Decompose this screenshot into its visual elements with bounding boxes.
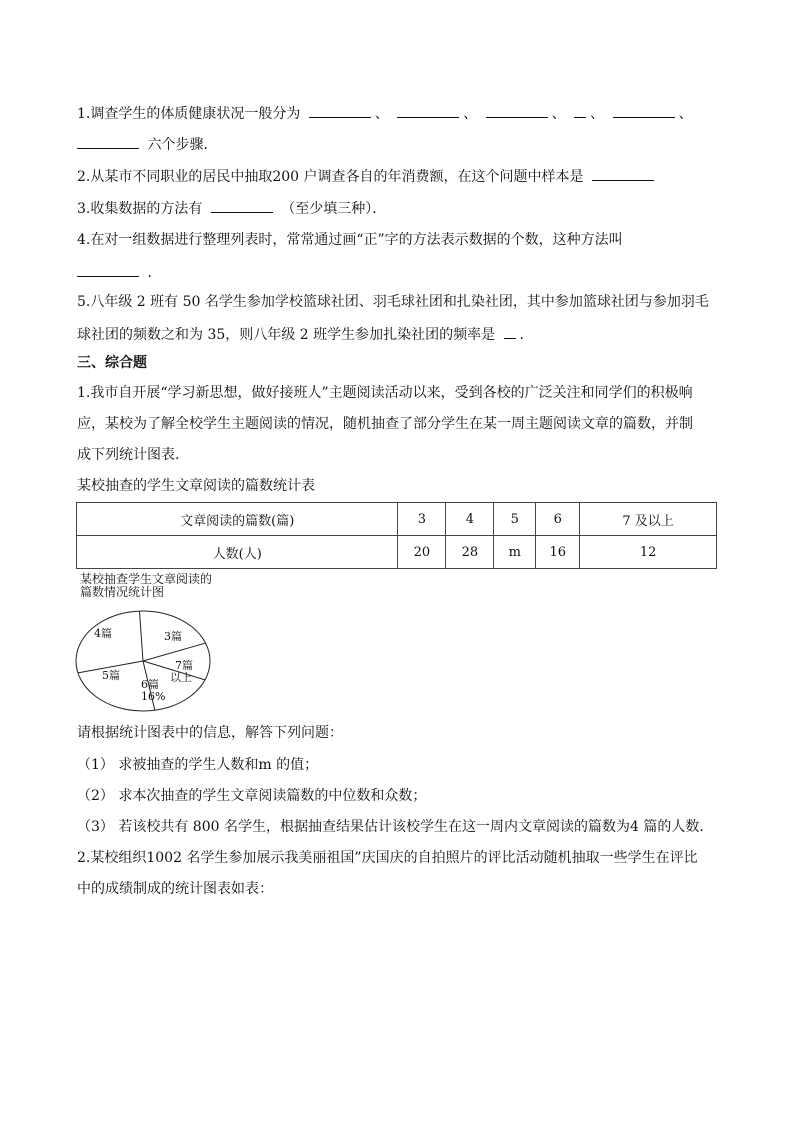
answer-blank xyxy=(309,103,371,118)
separator: 、 xyxy=(374,106,389,122)
pie-label-6-line-1: 6篇 xyxy=(141,678,159,691)
pie-label-5: 5篇 xyxy=(102,669,120,682)
table-header-row xyxy=(77,503,717,536)
reading-count-table xyxy=(76,502,717,569)
sub-question-3: （3） 若该校共有 800 名学生，根据抽查结果估计该校学生在这一周内文章阅读的篇数为4 篇的人数. xyxy=(77,819,704,835)
table-cell: 28 xyxy=(446,536,494,569)
problem-2-line-1: 2.某校组织1002 名学生参加展示我美丽祖国”庆国庆的自拍照片的评比活动随机抽取一些学生在评比 xyxy=(77,850,698,866)
fill-question-2 xyxy=(77,166,658,187)
fill-question-1-line-1 xyxy=(77,103,693,124)
pie-label-3: 3篇 xyxy=(164,630,182,643)
pie-label-4: 4篇 xyxy=(94,627,112,640)
table-cell: 12 xyxy=(580,536,717,569)
ask-line: 请根据统计图表中的信息，解答下列问题： xyxy=(77,725,343,741)
q4-end: ． xyxy=(147,265,162,281)
table-cell: 3 xyxy=(398,503,446,536)
problem-2-line-2: 中的成绩制成的统计图表如表： xyxy=(77,881,273,897)
answer-blank xyxy=(211,198,273,213)
problem-1-line-2: 应，某校为了解全校学生主题阅读的情况，随机抽查了部分学生在某一周主题阅读文章的篇数，并制 xyxy=(77,416,693,432)
pie-title-line-1: 某校抽查学生文章阅读的 xyxy=(80,572,213,586)
answer-blank xyxy=(574,103,586,118)
q2-text: 2.从某市不同职业的居民中抽取200 户调查各自的年消费额，在这个问题中样本是 xyxy=(77,169,584,185)
pie-label-7-line-1: 7篇 xyxy=(175,659,193,672)
table-cell: 16 xyxy=(536,536,580,569)
q5-text: 5.八年级 2 班有 50 名学生参加学校篮球社团、羽毛球社团和扎染社团，其中参加篮球社团与参加羽毛 xyxy=(77,294,709,310)
q1-text: 1.调查学生的体质健康状况一般分为 xyxy=(77,106,301,122)
section-heading: 三、综合题 xyxy=(77,355,147,371)
separator: 、 xyxy=(551,106,566,122)
pie-title-line-2: 篇数情况统计图 xyxy=(80,585,165,599)
answer-blank xyxy=(486,103,548,118)
fill-question-5-line-2 xyxy=(77,324,534,345)
fill-question-5-line-1 xyxy=(77,292,709,312)
separator: 、 xyxy=(678,106,693,122)
table-row xyxy=(77,536,717,569)
fill-question-3 xyxy=(77,198,386,219)
pie-label-6-line-2: 16% xyxy=(141,690,166,703)
table-cell: 5 xyxy=(494,503,536,536)
sub-question-2: （2） 求本次抽查的学生文章阅读篇数的中位数和众数； xyxy=(77,788,427,804)
table-cell: 4 xyxy=(446,503,494,536)
problem-1-line-3: 成下列统计图表. xyxy=(77,447,180,463)
table-cell: m xyxy=(494,536,536,569)
answer-blank xyxy=(397,103,459,118)
q5-text-2: 球社团的频数之和为 35，则八年级 2 班学生参加扎染社团的频率是 xyxy=(77,327,496,343)
q3-text-end: （至少填三种）． xyxy=(281,201,387,217)
answer-blank xyxy=(592,166,654,181)
fill-question-4-line-1 xyxy=(77,230,623,250)
table-cell: 文章阅读的篇数(篇) xyxy=(77,503,398,536)
problem-1-line-1: 1.我市自开展“学习新思想，做好接班人”主题阅读活动以来，受到各校的广泛关注和同学们的积极响 xyxy=(77,385,693,401)
table-cell: 6 xyxy=(536,503,580,536)
reading-pie-chart xyxy=(74,600,214,720)
q1-text-end: 六个步骤． xyxy=(147,137,218,153)
q3-text: 3.收集数据的方法有 xyxy=(77,201,203,217)
sub-question-1: （1） 求被抽查的学生人数和m 的值； xyxy=(77,757,319,773)
pie-label-7-line-2: 以上 xyxy=(170,671,192,684)
separator: 、 xyxy=(590,106,605,122)
table-cell: 20 xyxy=(398,536,446,569)
answer-blank xyxy=(613,103,675,118)
answer-blank xyxy=(77,262,139,277)
q4-text: 4.在对一组数据进行整理列表时，常常通过画“正”字的方法表示数据的个数，这种方法叫 xyxy=(77,232,623,248)
separator: 、 xyxy=(463,106,478,122)
q5-end: ． xyxy=(519,327,534,343)
table-cell: 7 及以上 xyxy=(580,503,717,536)
fill-question-1-line-2 xyxy=(77,134,217,155)
answer-blank xyxy=(504,324,516,339)
fill-question-4-line-2 xyxy=(77,262,161,283)
table-cell: 人数(人) xyxy=(77,536,398,569)
table-caption: 某校抽查的学生文章阅读的篇数统计表 xyxy=(77,478,315,494)
answer-blank xyxy=(77,134,139,149)
